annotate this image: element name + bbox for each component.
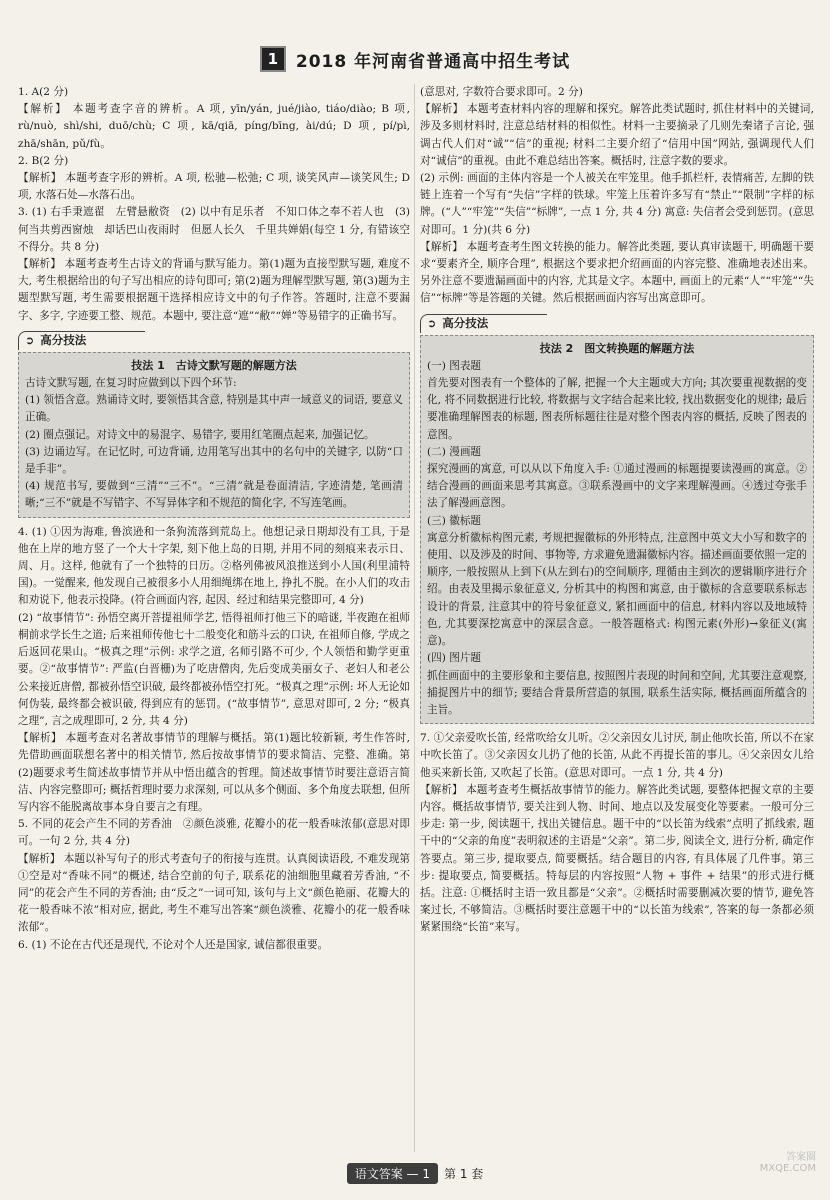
tip-line: (2) 圈点强记。对诗文中的易混字、易错字, 要用红笔圈点起来, 加强记忆。 [25,428,375,441]
tip-head: ➲ 高分技法 [420,314,547,333]
left-column [18,84,410,954]
right-column [420,84,814,937]
tip-line: (一) 图表题 [427,359,482,372]
tip-line: (3) 边诵边写。在记忆时, 可边背诵, 边用笔写出其中的名句中的关键字, 以防“口是手非”。 [25,445,403,476]
tip-head: ➲ 高分技法 [18,331,145,350]
tip-line: 抓住画面中的主要形象和主要信息, 按照图片表现的时间和空间, 尤其要注意观察, 捕捉图片中的细节; 要结合背景所营造的氛围, 联系生活实际, 概括画面所蕴含的主旨。 [427,669,807,716]
tip-title: 技法 2 图文转换题的解题方法 [539,341,695,355]
page-header [0,44,830,74]
answer-q6-2: (2) 示例: 画面的主体内容是一个人被关在牢笼里。他手抓栏杆, 表情痛苦, 左脚的铁链上连着一个写有“失信”字样的铁球。牢笼上压着许多写有“禁止”“限制”字样的标牌。(“人”“牢笼”“失信”“标牌”, 一点 1 分, 共 4 分) 寓意: 失信者会受到惩罚。(意思对即可。1 分)(共 6 分) [420,172,814,236]
answer-q7: 7. ①父亲爱吹长笛, 经常吹给女儿听。②父亲因女儿讨厌, 制止他吹长笛, 所以不在家中吹长笛了。③父亲因女儿扔了他的长笛, 从此不再提长笛的事儿。④父亲因女儿给他买来新长笛, 又吹起了长笛。(意思对即可。一点 1 分, 共 4 分) [420,732,814,779]
answer-q2: 2. B(2 分) [18,154,69,167]
tip-body [420,335,814,724]
tip-box-2 [420,314,814,724]
tip-body [18,352,410,518]
analysis-q6: 【解析】 本题考查材料内容的理解和探究。解答此类试题时, 抓住材料中的关键词, 涉及多则材料时, 注意总结材料的相似性。材料一主要摘录了几则先秦诸子言论, 强调古代人们对“诚”“信”的重视; 材料二主要介绍了“信用中国”网站, 强调现代人们对“诚信”的重视。由此不难总结出答案。概括时, 注意字数的要求。 [420,103,814,167]
analysis-q3: 【解析】 本题考查考生古诗文的背诵与默写能力。第(1)题为直接型默写题, 难度不大, 考生根据给出的句子写出相应的诗句即可; 第(2)题为理解型默写题, 第(3)题为主题型默写题, 考生需要根据题干选择相应诗文中的句子作答。答题时, 注意不要漏字、多字, 字迹要工整、规范。本题中, 要注意“遮”“敝”“婵”等易错字的正确书写。 [18,258,410,322]
analysis-q2: 【解析】 本题考查字形的辨析。A 项, 松驰—松弛; C 项, 谈笑风声—谈笑风生; D 项, 水落石处—水落石出。 [18,172,410,202]
column-divider [414,84,415,1152]
watermark-logo: 答案圈 MXQE.COM [759,1152,816,1174]
tip-line: (四) 图片题 [427,652,482,665]
answer-q4-2: (2) “故事情节”: 孙悟空离开菩提祖师学艺, 悟得祖师打他三下的暗谜, 半夜跑在祖师桐前求学长生之道; 后来祖师传他七十二般变化和筋斗云的口诀, 在祖师自修, 学成之后返回花果山。“极真之理”示例: 求学之道, 名师引路不可少, 个人领悟和勤学更重要。②“故事情节”: 严监(白晋栅)为了吃唐僧肉, 先后变成美丽女子、老妇人和老公公来接近唐僧, 都被孙悟空识破, 最终都被孙悟空打死。“极真之理”示例: 坏人无论如何伪装, 最终都会被识破, 得到应有的惩罚。(“故事情节”, 意思对即可, 2 分; “极真之理”, 言之成理即可, 2 分, 共 4 分) [18,611,410,727]
tip-line: (4) 规范书写, 要做到“三清”“三不”。“三清”就是卷面清洁, 字迹清楚, 笔画清晰;“三不”就是不写错字、不写异体字和不规范的简化字, 不写连笔画。 [25,480,403,510]
page-title: 2018 年河南省普通高中招生考试 [295,51,571,72]
tip-line: (二) 漫画题 [427,445,482,458]
test-number-badge: 1 [260,46,286,72]
tip-title: 技法 1 古诗文默写题的解题方法 [131,358,297,372]
answer-q6-cont: (意思对, 字数符合要求即可。2 分) [420,86,583,98]
tip-box-1 [18,331,410,518]
analysis-q6-2: 【解析】 本题考查考生图文转换的能力。解答此类题, 要认真审读题干, 明确题干要求“要素齐全, 顺序合理”, 根据这个要求把介绍画面的内容完整、准确地表述出来。另外注意不要遗漏画面中的内容, 尤其是文字。本题中, 画面上的元素“人”“牢笼”“失信”“标牌”等是答题的关键。然后根据画面内容写出寓意即可。 [420,240,814,305]
tip-line: 寓意分析徽标构图元素, 考规把握徽标的外形特点, 注意图中英文大小写和数字的使用、以及涉及的时间、事物等, 方求避免遗漏徽标内容。描述画面要依照一定的顺序, 一般按照从上到下(从左到右)的空间顺序, 理循由主到次的逻辑顺序进行介绍。由表及里揭示象征意义, 分析其中的构图和寓意, 由于徽标的含意要联系标志设计的背景, 注意其中的符号象征意义, 紧扣画面中的信息, 材料内容以及地域特色, 尤其要深挖寓意中的深层含意。一般答题格式: 构图元素(外形)→象征义(寓意)。 [427,531,807,648]
answer-q6: 6. (1) 不论在古代还是现代, 不论对个人还是国家, 诚信都很重要。 [18,938,329,951]
answer-q5: 5. 不同的花会产生不同的芳香油 ②颜色淡雅, 花瓣小的花一般香味浓郁(意思对即可。一句 2 分, 共 4 分) [18,818,410,848]
tip-line: (1) 领悟含意。熟诵诗文时, 要领悟其含意, 特别是其中声一域意义的词语, 要意义正确。 [25,394,403,424]
arrow-circle-icon: ➲ [427,317,437,331]
footer-answer-label: 语文答案 — 1 [347,1163,438,1184]
analysis-q1: 【解析】 本题考查字音的辨析。A 项, yīn/yán, jué/jiào, tiáo/diào; B 项, rù/nuò, shì/shi, duō/chù; C 项, kā/qiā, píng/bīng, ài/dú; D 项, pí/pì, zhā/shān, pǔ/fù。 [18,103,410,150]
tip-line: (三) 徽标题 [427,514,482,527]
tip-line: 古诗文默写题, 在复习时应做到以下四个环节: [25,377,237,390]
answer-q3: 3. (1) 右手秉遮翟 左臂悬敝资 (2) 以中有足乐者 不知口体之奉不若人也 (3) 何当共剪西窗烛 却话巴山夜雨时 但愿人长久 千里共婵娟(每空 1 分, 有错该空不得分。共 8 分) [18,206,410,253]
answer-q4: 4. (1) ①因为海难, 鲁滨逊和一条狗流落到荒岛上。他想记录日期却没有工具, 于是他在上岸的地方竖了一个大十字架, 刻下他上岛的日期, 并用不同的刻痕来表示日、周、月。这样, 他就有了一个独特的日历。②格列佛被风浪推送到小人国(利里浦特国)。一觉醒来, 他发现自己被很多小人用细绳绑在地上, 挣扎不脱。在小人们的攻击和劝说下, 他表示投降。(符合画面内容, 起因、经过和结果完整即可, 4 分) [18,525,410,607]
analysis-q4: 【解析】 本题考查对名著故事情节的理解与概括。第(1)题比较新颖, 考生作答时, 先借助画面联想名著中的相关情节, 然后按故事情节的要求简洁、完整、准确。第(2)题要求考生简述故事情节并从中悟出蕴含的哲理。简述故事情节时要注意语言简洁、内容完整即可; 概括哲理时要力求深刻, 可以从多个侧面、多个角度去联想, 但所写内容不能脱离故事本身自要言之有理。 [18,732,410,813]
footer-set-label: 第 1 套 [444,1166,484,1181]
tip-line: 探究漫画的寓意, 可以从以下角度入手: ①通过漫画的标题提要读漫画的寓意。②结合漫画的画面来思考其寓意。③联系漫画中的文字来理解漫画。④透过夸张手法了解漫画意图。 [427,463,807,510]
arrow-circle-icon: ➲ [25,334,35,348]
analysis-q7: 【解析】 本题考查考生概括故事情节的能力。解答此类试题, 要整体把握文章的主要内容。概括故事情节, 要关注到人物、时间、地点以及发展变化等要素。一般可分三步走: 第一步, 阅读题干, 找出关键信息。题干中的“以长笛为线索”点明了抓线索, 题干中的“父亲的角度”表明叙述的主语是“父亲”。第二步, 阅读全文, 进行分析, 确定作答要点。第三步, 提取要点, 简要概括。结合题目的内容, 有具体展了几件事。第三步: 提取要点, 简要概括。特每层的内容按照“人物 + 事件 + 结果”的形式进行概括。注意: ①概括时主语一致且都是“父亲”。②概括时需要删减次要的情节, 避免答案过长, 不够简洁。③概括时要注意题干中的“以长笛为线索”, 答案的每一条都必须紧紧围绕“长笛”来写。 [420,783,814,934]
page-footer [0,1161,830,1185]
analysis-q5: 【解析】 本题以补写句子的形式考查句子的衔接与连贯。认真阅读语段, 不难发现第①空是对“香味不同”的概述, 结合空前的句子, 联系花的油细胞里藏着芳香油, “不同”的花会产生不同的芳香油; 由“反之”一词可知, 该句与上文“颜色艳丽、花瓣大的花一般香味不浓”相对应, 据此, 考生不难写出答案“颜色淡雅、花瓣小的花一般香味浓郁”。 [18,852,410,934]
tip-line: 首先要对图表有一个整体的了解, 把握一个大主题或大方向; 其次要重视数据的变化, 将不同数据进行比较, 将数据与文字结合起来比较, 找出数据变化的规律; 最后要准确理解图表的标题, 图表所标题往往是对整个图表内容的概括, 反映了图表的意图。 [427,377,807,441]
answer-q1: 1. A(2 分) [18,86,69,98]
